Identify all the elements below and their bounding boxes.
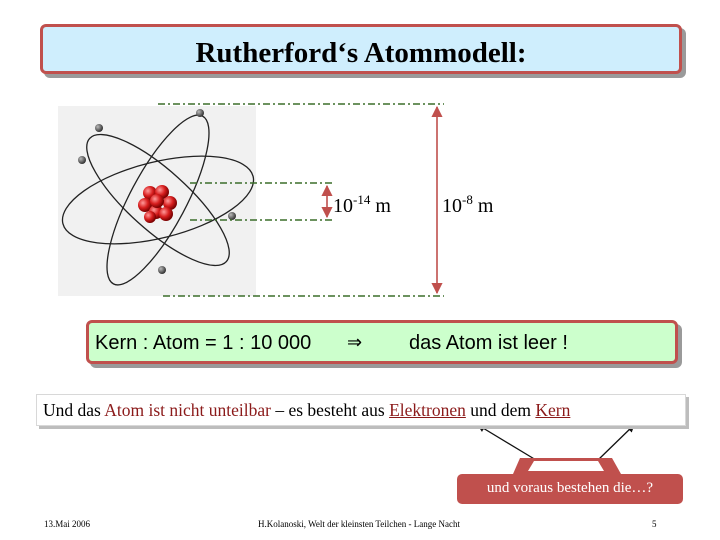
nucleus-size-label: $10^{-14}$ m: [333, 192, 391, 217]
info-box: [36, 394, 686, 426]
electrons-term: Elektronen: [389, 400, 466, 420]
kern-term: Kern: [535, 400, 571, 420]
nucleus: [138, 185, 177, 223]
footer-date: 13.Mai 2006: [44, 519, 90, 529]
ratio-box: [86, 320, 678, 364]
atom-not-divisible: Atom ist nicht unteilbar: [104, 400, 271, 420]
atom-size-label: $10^{-8}$ m: [442, 192, 494, 217]
info-sentence: Und das Atom ist nicht unteilbar – es besteht aus Elektronen und dem Kern: [43, 400, 571, 420]
question-box: [457, 474, 683, 504]
question-text: und voraus bestehen die…?: [486, 480, 654, 496]
pointer-arrow-icon: [478, 425, 634, 460]
ratio-conclusion: das Atom ist leer !: [409, 332, 568, 354]
footer-author: H.Kolanoski, Welt der kleinsten Teilchen - Lange Nacht: [258, 519, 461, 529]
implies-arrow-icon: ⇒: [347, 332, 363, 353]
footer-page-number: 5: [652, 519, 657, 529]
page-title: Rutherford‘s Atommodell:: [195, 37, 527, 69]
ratio-statement: Kern : Atom = 1 : 10 000: [95, 332, 312, 354]
